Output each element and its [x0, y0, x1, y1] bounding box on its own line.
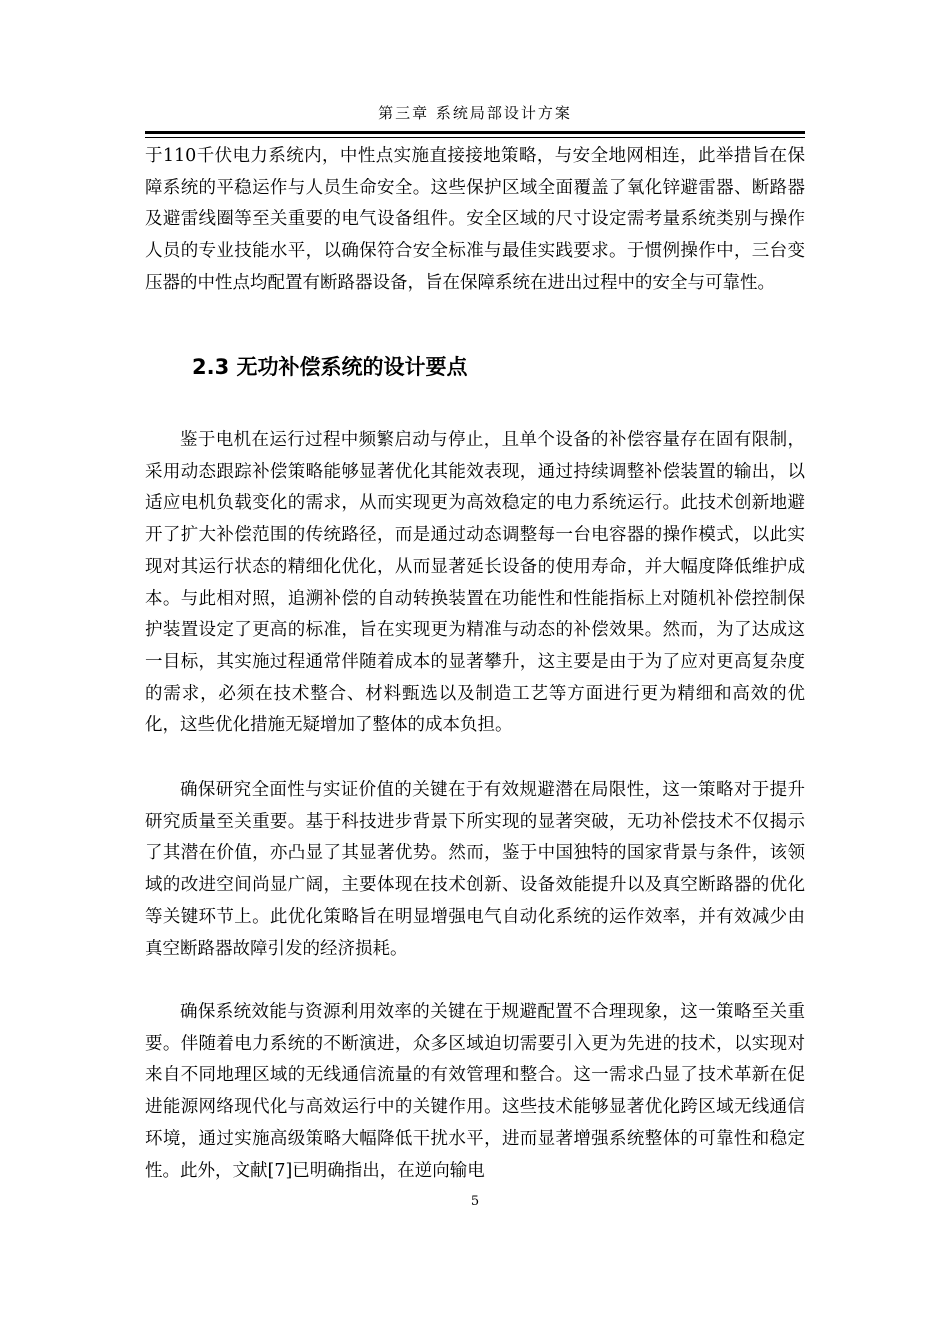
header-rule-thin [145, 137, 805, 138]
paragraph-research-limitations: 确保研究全面性与实证价值的关键在于有效规避潜在局限性，这一策略对于提升研究质量至关重要。基于科技进步背景下所实现的显著突破，无功补偿技术不仅揭示了其潜在价值，亦凸显了其显著优势。然而，鉴于中国独特的国家背景与条件，该领域的改进空间尚显广阔，主要体现在技术创新、设备效能提升以及真空断路器的优化等关键环节上。此优化策略旨在明显增强电气自动化系统的运作效率，并有效减少由真空断路器故障引发的经济损耗。 [145, 780, 805, 959]
header-rule-thick [145, 131, 805, 134]
running-header: 第三章 系统局部设计方案 [378, 104, 572, 122]
section-heading: 2.3 无功补偿系统的设计要点 [192, 355, 468, 379]
paragraph-system-efficiency: 确保系统效能与资源利用效率的关键在于规避配置不合理现象，这一策略至关重要。伴随着电力系统的不断演进，众多区域迫切需要引入更为先进的技术，以实现对来自不同地理区域的无线通信流量的有效管理和整合。这一需求凸显了技术革新在促进能源网络现代化与高效运行中的关键作用。这些技术能够显著优化跨区域无线通信环境，通过实施高级策略大幅降低干扰水平，进而显著增强系统整体的可靠性和稳定性。此外，文献[7]已明确指出，在逆向输电 [145, 1002, 805, 1181]
paragraph-continued: 于110千伏电力系统内，中性点实施直接接地策略，与安全地网相连，此举措旨在保障系统的平稳运作与人员生命安全。这些保护区域全面覆盖了氧化锌避雷器、断路器及避雷线圈等至关重要的电气设备组件。安全区域的尺寸设定需考量系统类别与操作人员的专业技能水平，以确保符合安全标准与最佳实践要求。于惯例操作中，三台变压器的中性点均配置有断路器设备，旨在保障系统在进出过程中的安全与可靠性。 [145, 146, 805, 293]
page-number: 5 [470, 1194, 480, 1209]
paragraph-compensation-strategy: 鉴于电机在运行过程中频繁启动与停止，且单个设备的补偿容量存在固有限制，采用动态跟踪补偿策略能够显著优化其能效表现，通过持续调整补偿装置的输出，以适应电机负载变化的需求，从而实现更为高效稳定的电力系统运行。此技术创新地避开了扩大补偿范围的传统路径，而是通过动态调整每一台电容器的操作模式，以此实现对其运行状态的精细化优化，从而显著延长设备的使用寿命，并大幅度降低维护成本。与此相对照，追溯补偿的自动转换装置在功能性和性能指标上对随机补偿控制保护装置设定了更高的标准，旨在实现更为精准与动态的补偿效果。然而，为了达成这一目标，其实施过程通常伴随着成本的显著攀升，这主要是由于为了应对更高复杂度的需求，必须在技术整合、材料甄选以及制造工艺等方面进行更为精细和高效的优化，这些优化措施无疑增加了整体的成本负担。 [145, 430, 805, 736]
